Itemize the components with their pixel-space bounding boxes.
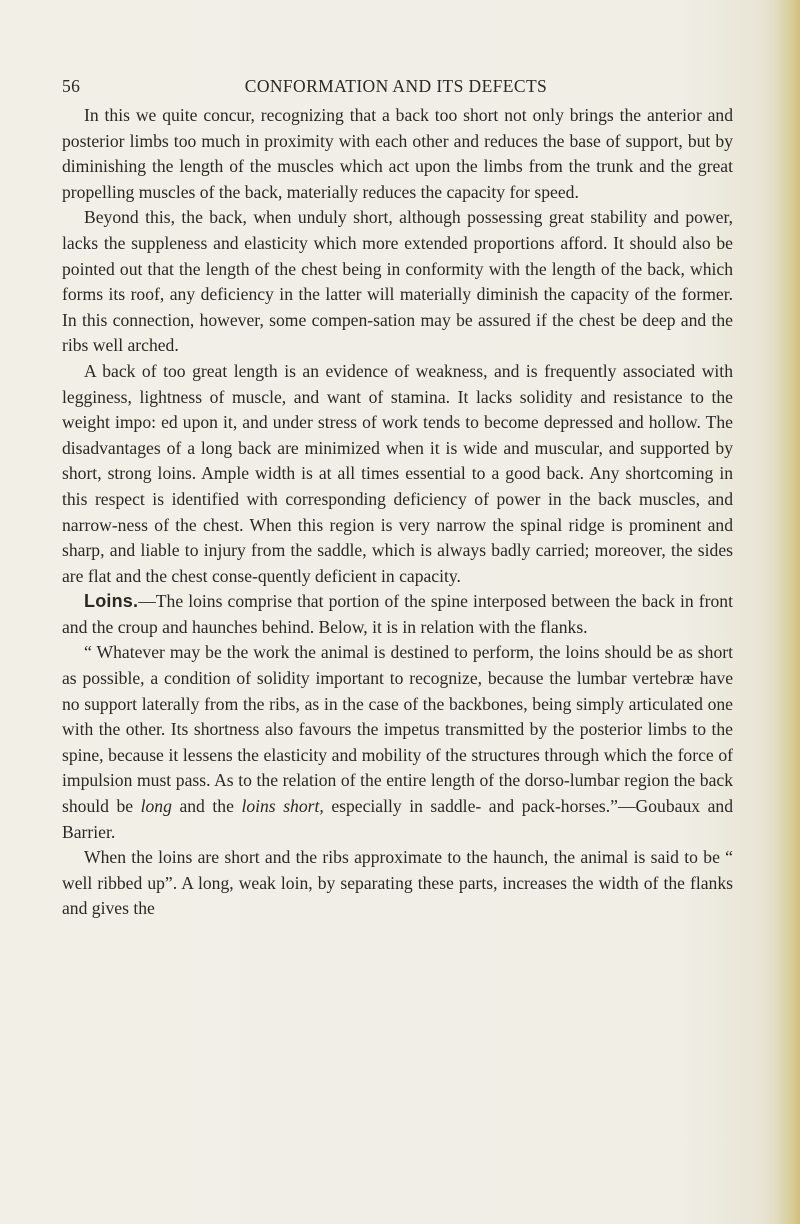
paragraph-well-ribbed-up: When the loins are short and the ribs approximate to the haunch, the animal is said to be “ well ribbed up”. A long, weak loin, by separating these parts, increases the width of the flanks and gives the — [62, 847, 733, 919]
page-number: 56 — [62, 76, 81, 96]
loins-section-heading: Loins. — [84, 591, 139, 612]
quote-text-part1: “ Whatever may be the work the animal is destined to perform, the loins should be as short as possible, a condition of solidity important to recognize, because the lumbar vertebræ have no support laterally from the ribs, as in the case of the backbones, being simply articulated one with the other. Its shortness also favours the impetus transmitted by the posterior limbs to the spine, because it lessens the elasticity and mobility of the structures through which the force of impulsion must pass. As to the relation of the entire length of the dorso-lumbar region the back should be — [62, 642, 733, 817]
body-text — [62, 103, 733, 922]
page-edge-shading — [778, 0, 800, 1224]
loins-definition-text: —The loins comprise that portion of the spine interposed between the back in front and the croup and haunches behind. Below, it is in relation with the flanks. — [62, 591, 733, 637]
quote-text-part2: and the — [171, 796, 242, 817]
paragraph-goubaux-quote — [62, 640, 733, 845]
running-title: CONFORMATION AND ITS DEFECTS — [244, 76, 548, 96]
paragraph-short-back: In this we quite concur, recognizing that a back too short not only brings the anterior and posterior limbs too much in proximity with each other and reduces the base of support, but by diminishing the length of the muscles which act upon the limbs from the trunk and the great propelling muscles of the back, materially reduces the capacity for speed. — [62, 105, 733, 202]
paragraph-loins — [62, 589, 733, 640]
quote-emphasis-loins-short: loins short, — [241, 796, 324, 817]
quote-text-part3: especially in saddle- and pack-horses.”—Goubaux and Barrier. — [62, 796, 734, 842]
paragraph-long-back: A back of too great length is an evidence of weakness, and is frequently associated with legginess, lightness of muscle, and want of stamina. It lacks solidity and resistance to the weight impo: ed upon it, and under stress of work tends to become depressed and hollow. The disadvantages of a long back are minimized when it is wide and muscular, and supported by short, strong loins. Ample width is at all times essential to a good back. Any shortcoming in this respect is identified with corresponding deficiency of power in the back muscles, and narrow-ness of the chest. When this region is very narrow the spinal ridge is prominent and sharp, and liable to injury from the saddle, which is always badly carried; moreover, the sides are flat and the chest conse-quently deficient in capacity. — [62, 360, 733, 586]
quote-emphasis-long: long — [140, 796, 172, 817]
page-header — [62, 76, 730, 98]
paragraph-unduly-short-back: Beyond this, the back, when unduly short, although possessing great stability and power, lacks the suppleness and elasticity which more extended proportions afford. It should also be pointed out that the length of the chest being in conformity with the length of the back, which forms its roof, any deficiency in the latter will materially diminish the capacity of the former. In this connection, however, some compen-sation may be assured if the chest be deep and the ribs well arched. — [62, 207, 733, 356]
